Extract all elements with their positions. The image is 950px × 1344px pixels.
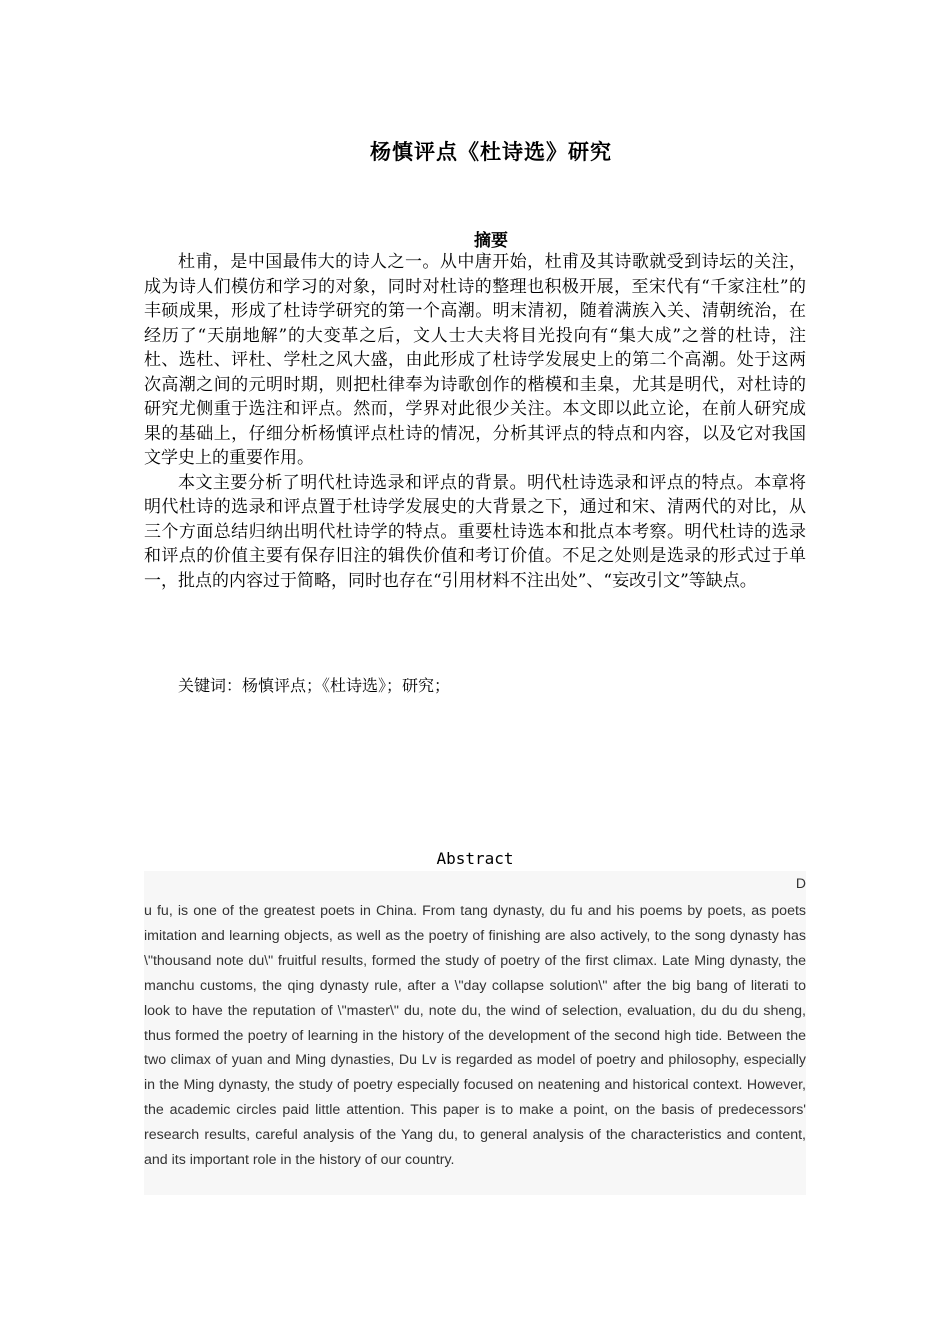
en-abstract-body: u fu, is one of the greatest poets in China. From tang dynasty, du fu and his poems by poets, as poets imitation and learning objects, as well as the poetry of finishing are also actively, to the song dynasty has \"thousand note du\" fruitful results, formed the study of poetry of the first climax. Late Ming dynasty, the manchu customs, the qing dynasty rule, after a \"day collapse solution\" after the big bang of literati to look to have the reputation of \"master\" du, note du, the wind of selection, evaluation, du du du sheng, thus formed the poetry of learning in the history of the development of the second high tide. Between the two climax of yuan and Ming dynasties, Du Lv is regarded as model of poetry and philosophy, especially in the Ming dynasty, the study of poetry especially focused on neatening and historical context. However, the academic circles paid little attention. This paper is to make a point, on the basis of predecessors' research results, careful analysis of the Yang du, to general analysis of the characteristics and content, and its important role in the history of our country.	[144, 903, 806, 1169]
en-abstract-dropcap: D	[795, 875, 806, 891]
en-abstract-heading: Abstract	[436, 849, 514, 868]
zh-abstract-paragraph: 本文主要分析了明代杜诗选录和评点的背景。明代杜诗选录和评点的特点。本章将明代杜诗的选录和评点置于杜诗学发展史的大背景之下，通过和宋、清两代的对比，从三个方面总结归纳出明代杜诗学的特点。重要杜诗选本和批点本考察。明代杜诗的选录和评点的价值主要有保存旧注的辑佚价值和考订价值。不足之处则是选录的形式过于单一，批点的内容过于简略，同时也存在“引用材料不注出处”、“妄改引文”等缺点。	[144, 472, 806, 591]
zh-abstract-paragraph: 杜甫，是中国最伟大的诗人之一。从中唐开始，杜甫及其诗歌就受到诗坛的关注，成为诗人们模仿和学习的对象，同时对杜诗的整理也积极开展，至宋代有“千家注杜”的丰硕成果，形成了杜诗学研究的第一个高潮。明末清初，随着满族入关、清朝统治，在经历了“天崩地解”的大变革之后，文人士大夫将目光投向有“集大成”之誉的杜诗，注杜、选杜、评杜、学杜之风大盛，由此形成了杜诗学发展史上的第二个高潮。处于这两次高潮之间的元明时期，则把杜律奉为诗歌创作的楷模和圭臬，尤其是明代，对杜诗的研究尤侧重于选注和评点。然而，学界对此很少关注。本文即以此立论，在前人研究成果的基础上，仔细分析杨慎评点杜诗的情况，分析其评点的特点和内容，以及它对我国文学史上的重要作用。	[144, 252, 806, 468]
zh-abstract-heading: 摘要	[474, 231, 508, 251]
zh-abstract-body	[144, 250, 806, 593]
keywords-line: 关键词：杨慎评点；《杜诗选》；研究；	[178, 676, 451, 695]
en-abstract-box	[144, 871, 806, 1195]
document-title: 杨慎评点《杜诗选》研究	[370, 139, 612, 164]
